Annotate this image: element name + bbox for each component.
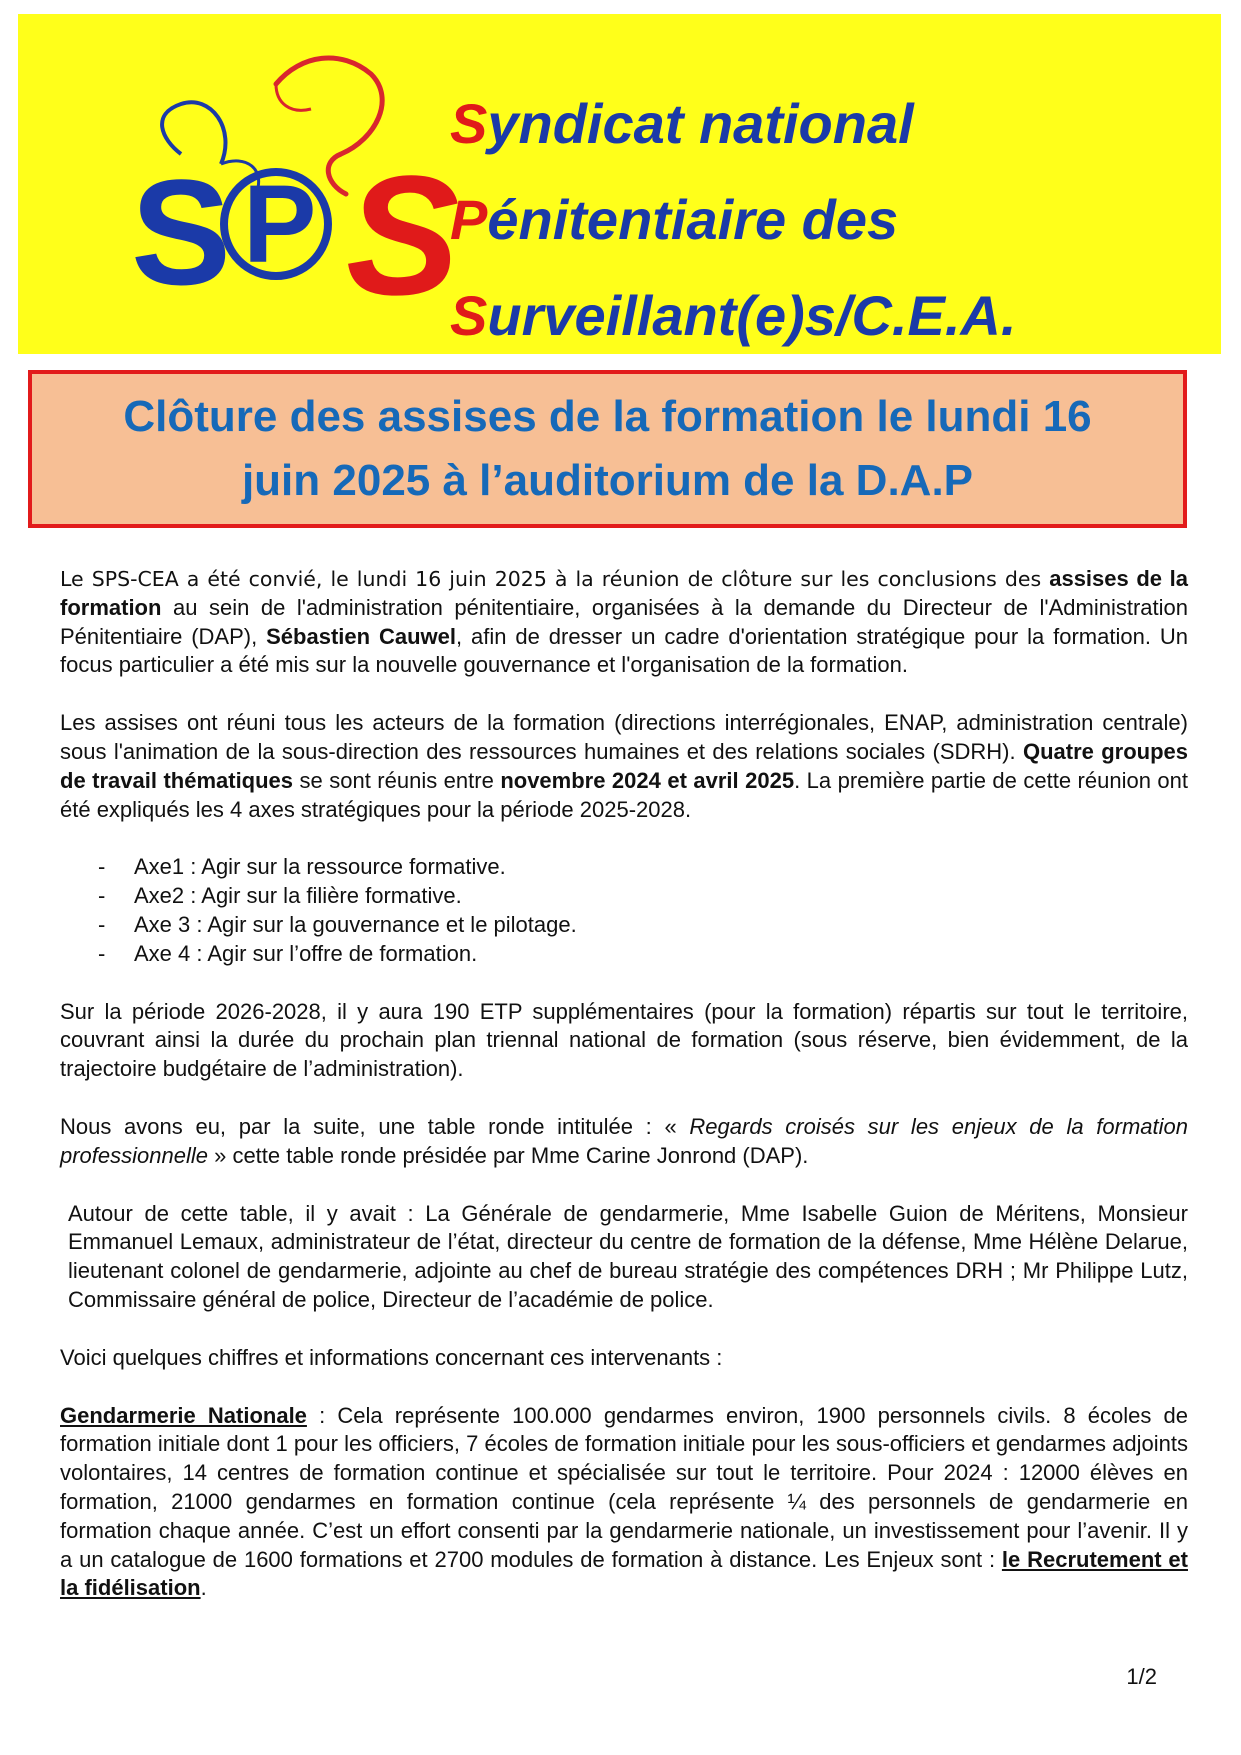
svg-text:S: S: [346, 141, 460, 331]
org-name-line-1: [450, 76, 1016, 172]
paragraph-assises: [60, 709, 1188, 824]
sps-logo: [126, 44, 486, 344]
italic-run: Regards croisés sur les enjeux de la formation professionnelle: [60, 1113, 1188, 1168]
axes-list: [60, 853, 1188, 968]
bold-run: assises de la formation: [60, 566, 1188, 620]
org-name-line-3: [450, 268, 1016, 364]
text-run: .: [200, 1575, 207, 1601]
list-item: [60, 940, 1188, 969]
list-item-text: Axe 3 : Agir sur la gouvernance et le pilotage.: [134, 911, 577, 937]
list-item: [60, 911, 1188, 940]
bold-run: Sébastien Cauwel: [266, 623, 456, 649]
paragraph-participants: Autour de cette table, il y avait : La Générale de gendarmerie, Mme Isabelle Guion de Méritens, Monsieur Emmanuel Lemaux, administrateur de l’état, directeur du centre de formation de la défense, Mme Hélène Delarue, lieutenant colonel de gendarmerie, adjointe au chef de bureau stratégie des compétences DRH ; Mr Philippe Lutz, Commissaire général de police, Directeur de l’académie de police.: [68, 1200, 1188, 1312]
title-line-2: juin 2025 à l’auditorium de la D.A.P: [241, 456, 974, 505]
text-run: » cette table ronde présidée par Mme Carine Jonrond (DAP).: [207, 1142, 809, 1168]
text-run: au sein de l'administration pénitentiaire, organisées à la demande du Directeur de l'Administration Pénitentiaire (DAP),: [60, 594, 1188, 649]
underlined-run: le Recrutement et la fidélisation: [60, 1546, 1188, 1601]
document-body: [60, 565, 1188, 1632]
svg-text:P: P: [243, 163, 317, 286]
org-line-text: énitentiaire des: [487, 188, 899, 251]
org-initial: P: [450, 188, 488, 251]
bold-run: novembre 2024 et avril 2025: [500, 767, 795, 793]
text-run: : Cela représente 100.000 gendarmes environ, 1900 personnels civils. 8 écoles de formation initiale dont 1 pour les officiers, 7 écoles de formation initiale pour les sous-officiers et gendarmes adjoints volontaires, 14 centres de formation continue et spécialisée sur tout le territoire. Pour 2024 : 12000 élèves en formation, 21000 gendarmes en formation continue (cela représente ¼ des personnels de gendarmerie en formation chaque année. C’est un effort consenti par la gendarmerie nationale, un investissement pour l’avenir. Il y a un catalogue de 1600 formations et 2700 modules de formation à distance. Les Enjeux sont :: [60, 1402, 1188, 1572]
text-run: Le SPS-CEA a été convié, le lundi 16 juin 2025 à la réunion de clôture sur les conclusions des: [60, 567, 1050, 591]
bold-run: Quatre groupes de travail thématiques: [60, 738, 1189, 793]
list-item: [60, 882, 1188, 911]
header-banner: [18, 14, 1221, 354]
title-box: [28, 370, 1187, 528]
text-run: Nous avons eu, par la suite, une table ronde intitulée : «: [60, 1113, 690, 1139]
title-line-1: Clôture des assises de la formation le lundi 16: [123, 392, 1092, 441]
org-name-line-2: [450, 172, 1016, 268]
document-title: [103, 385, 1111, 513]
paragraph-chiffres: Voici quelques chiffres et informations concernant ces intervenants :: [60, 1344, 723, 1370]
text-run: se sont réunis entre: [293, 767, 501, 793]
list-dash: -: [98, 940, 106, 966]
organization-name: [450, 76, 1016, 364]
list-item-text: Axe2 : Agir sur la filière formative.: [134, 883, 462, 909]
org-initial: S: [450, 92, 488, 155]
list-dash: -: [98, 883, 106, 909]
page-number: 1/2: [1126, 1664, 1157, 1689]
text-run: . La première partie de cette réunion ont été expliqués les 4 axes stratégiques pour la période 2025-2028.: [60, 767, 1188, 822]
paragraph-table-ronde: [60, 1113, 1188, 1171]
list-item-text: Axe1 : Agir sur la ressource formative.: [134, 854, 506, 880]
text-run: , afin de dresser un cadre d'orientation stratégique pour la formation. Un focus particulier a été mis sur la nouvelle gouvernance et l'organisation de la formation.: [60, 623, 1188, 678]
list-item: [60, 853, 1188, 882]
list-dash: -: [98, 854, 106, 880]
paragraph-intro: [60, 565, 1188, 680]
paragraph-etp: Sur la période 2026-2028, il y aura 190 ETP supplémentaires (pour la formation) répartis sur tout le territoire, couvrant ainsi la durée du prochain plan triennal national de formation (sous réserve, bien évidemment, de la trajectoire budgétaire de l’administration).: [60, 998, 1188, 1082]
org-line-text: urveillant(e)s/C.E.A.: [487, 284, 1017, 347]
text-run: Les assises ont réuni tous les acteurs de la formation (directions interrégionales, ENAP, administration centrale) sous l'animation de la sous-direction des ressources humaines et des relations sociales (SDRH).: [60, 710, 1188, 764]
list-item-text: Axe 4 : Agir sur l’offre de formation.: [134, 940, 478, 966]
paragraph-gendarmerie: [60, 1402, 1188, 1604]
org-initial: S: [450, 284, 488, 347]
list-dash: -: [98, 911, 106, 937]
underlined-run: Gendarmerie Nationale: [60, 1402, 307, 1428]
org-line-text: yndicat national: [487, 92, 914, 155]
svg-text:S: S: [131, 148, 232, 316]
